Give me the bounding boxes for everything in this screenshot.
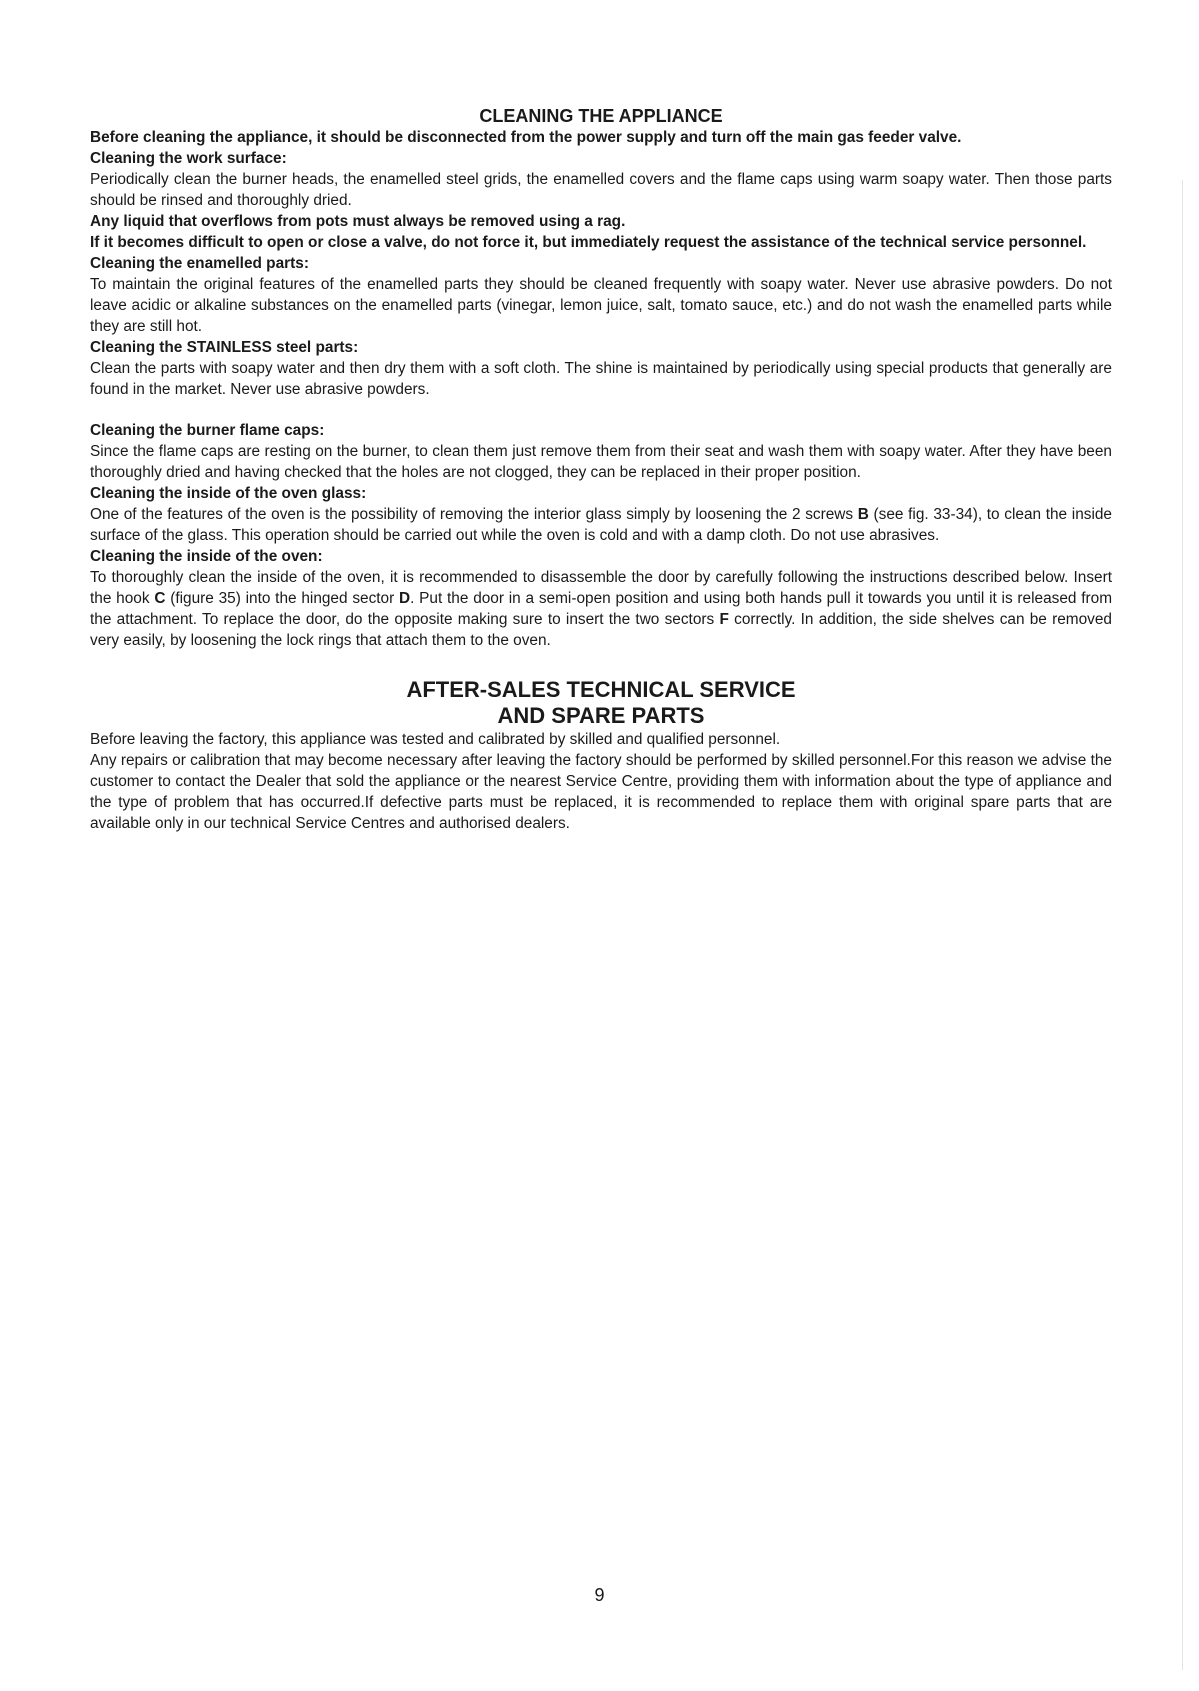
work-surface-text: Periodically clean the burner heads, the enamelled steel grids, the enamelled covers and the flame caps using warm soapy water. Then those parts should be rinsed and thoroughly dried. bbox=[90, 171, 1112, 209]
overflow-note: Any liquid that overflows from pots must always be removed using a rag. bbox=[90, 213, 626, 230]
service-section bbox=[90, 677, 1112, 834]
oven-inside-text-part: (figure 35) into the hinged sector bbox=[165, 590, 399, 607]
oven-glass-text bbox=[90, 504, 1112, 546]
enamelled-heading: Cleaning the enamelled parts: bbox=[90, 255, 309, 272]
sector-letter-f: F bbox=[719, 611, 729, 628]
oven-glass-text-part: One of the features of the oven is the possibility of removing the interior glass simply by loosening the 2 screws bbox=[90, 506, 858, 523]
oven-inside-text bbox=[90, 567, 1112, 651]
stainless-text: Clean the parts with soapy water and then dry them with a soft cloth. The shine is maintained by periodically using special products that generally are found in the market. Never use abrasive powders. bbox=[90, 360, 1112, 398]
service-title-line2: AND SPARE PARTS bbox=[497, 703, 705, 728]
service-text-2: Any repairs or calibration that may become necessary after leaving the factory should be performed by skilled personnel.For this reason we advise the customer to contact the Dealer that sold the appliance or the nearest Service Centre, providing them with information about the type of appliance and the type of problem that has occurred.If defective parts must be replaced, it is recommended to replace them with original spare parts that are available only in our technical Service Centres and authorised dealers. bbox=[90, 752, 1112, 832]
oven-inside-text-part: correctly. In addition, the side shelves can be removed very easily, by loosening the lock rings that attach them to the oven. bbox=[90, 611, 1112, 649]
work-surface-heading: Cleaning the work surface: bbox=[90, 150, 287, 167]
paragraph-gap bbox=[90, 400, 1112, 420]
sector-letter-d: D bbox=[399, 590, 411, 607]
oven-inside-text-part: To thoroughly clean the inside of the oven, it is recommended to disassemble the door by carefully following the instructions described below. Insert the hook bbox=[90, 569, 1112, 607]
flame-caps-text: Since the flame caps are resting on the burner, to clean them just remove them from their seat and wash them with soapy water. After they have been thoroughly dried and having checked that the holes are not clogged, they can be replaced in their proper position. bbox=[90, 443, 1112, 481]
screw-letter-b: B bbox=[857, 506, 869, 523]
cleaning-title: CLEANING THE APPLIANCE bbox=[479, 106, 723, 126]
enamelled-text: To maintain the original features of the enamelled parts they should be cleaned frequently with soapy water. Never use abrasive powders. Do not leave acidic or alkaline substances on the enamelled parts (vinegar, lemon juice, salt, tomato sauce, etc.) and do not wash the enamelled parts while they are still hot. bbox=[90, 276, 1112, 335]
service-title-line1: AFTER-SALES TECHNICAL SERVICE bbox=[406, 677, 796, 702]
oven-glass-heading: Cleaning the inside of the oven glass: bbox=[90, 485, 367, 502]
scan-edge-line bbox=[1182, 180, 1183, 1670]
oven-glass-text-part: (see fig. 33-34), to clean the inside surface of the glass. This operation should be carried out while the oven is cold and with a damp cloth. Do not use abrasives. bbox=[90, 506, 1112, 544]
stainless-heading: Cleaning the STAINLESS steel parts: bbox=[90, 339, 359, 356]
hook-letter-c: C bbox=[154, 590, 166, 607]
service-text-1: Before leaving the factory, this appliance was tested and calibrated by skilled and qualified personnel. bbox=[90, 731, 781, 748]
flame-caps-heading: Cleaning the burner flame caps: bbox=[90, 422, 325, 439]
valve-note: If it becomes difficult to open or close a valve, do not force it, but immediately request the assistance of the technical service personnel. bbox=[90, 234, 1087, 251]
oven-inside-heading: Cleaning the inside of the oven: bbox=[90, 548, 323, 565]
disconnect-warning: Before cleaning the appliance, it should be disconnected from the power supply and turn off the main gas feeder valve. bbox=[90, 129, 962, 146]
document-page bbox=[90, 105, 1112, 834]
oven-inside-text-part: . Put the door in a semi-open position and using both hands pull it towards you until it is released from the attachment. To replace the door, do the opposite making sure to insert the two sectors bbox=[90, 590, 1113, 628]
page-number: 9 bbox=[594, 1585, 605, 1605]
